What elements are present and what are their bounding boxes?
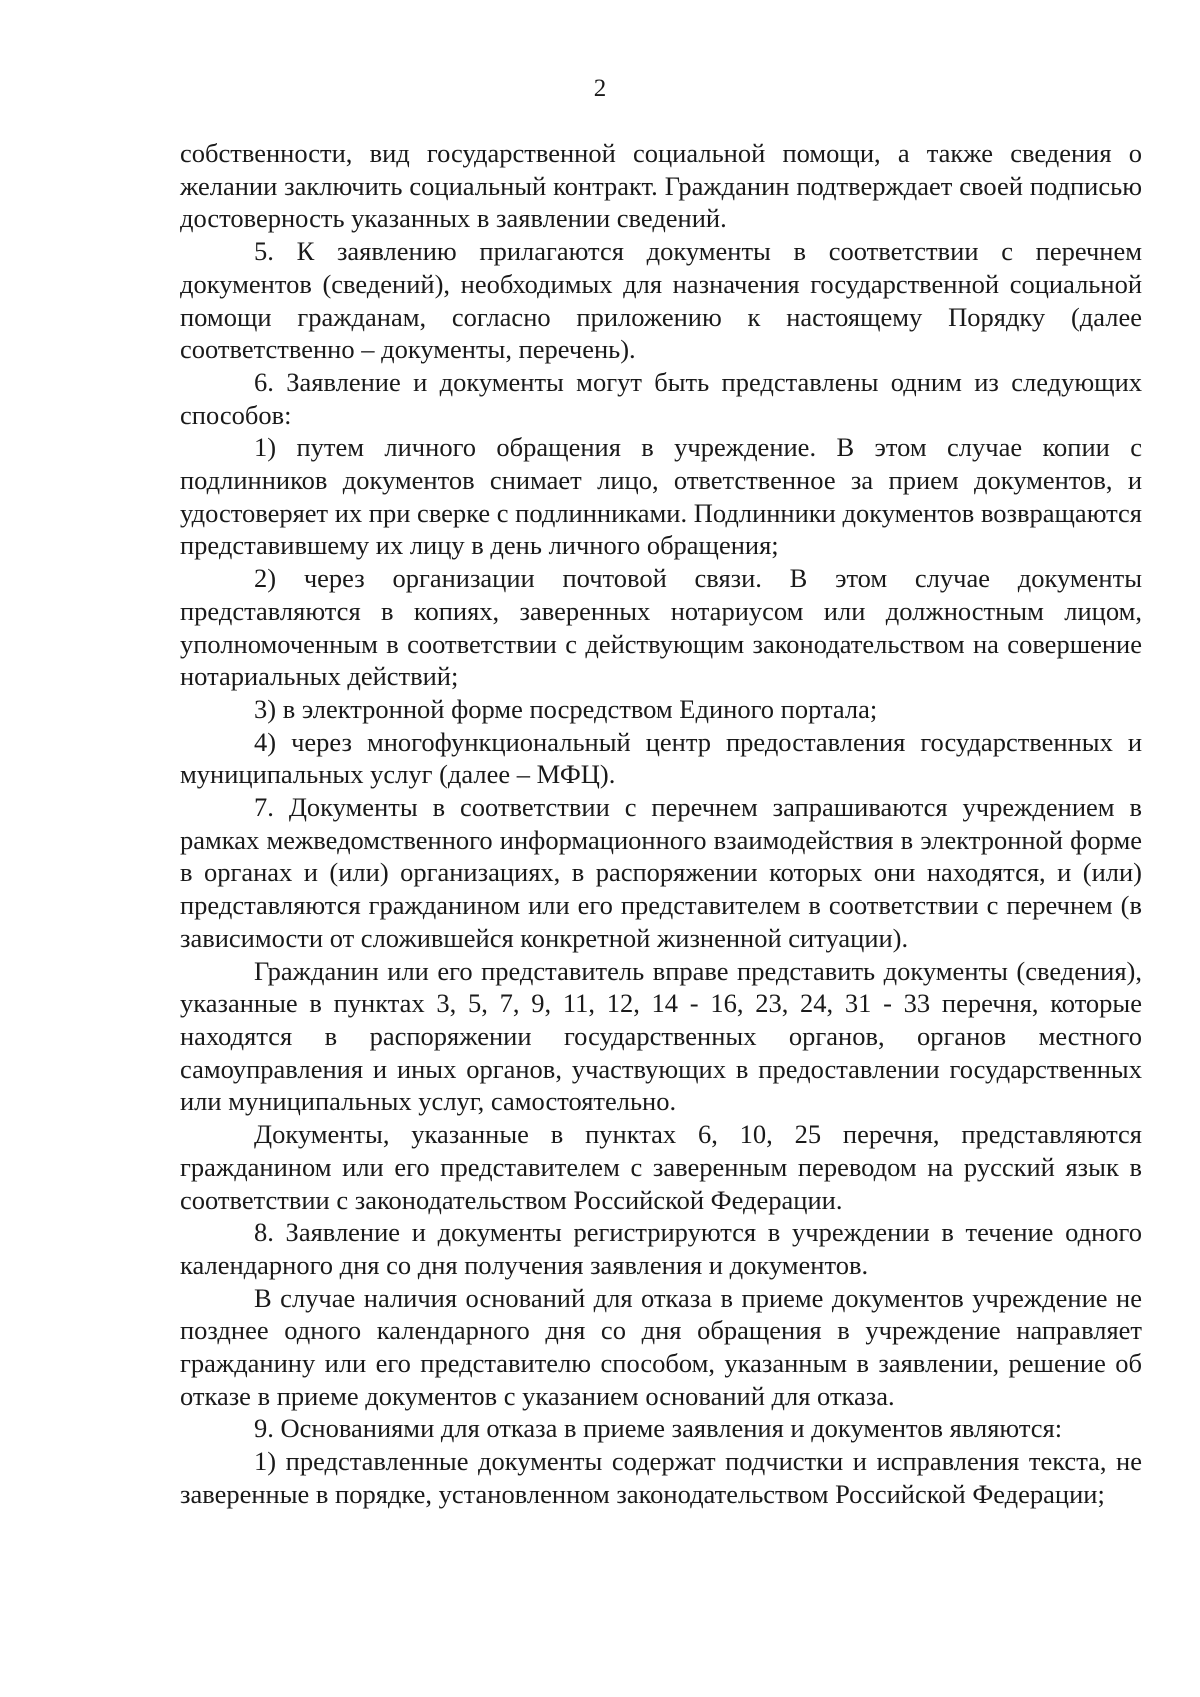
paragraph-continuation: собственности, вид государственной социальной помощи, а также сведения о желании заключить социальный контракт. Гражданин подтверждает своей подписью достоверность указанных в заявлении сведений. xyxy=(180,138,1142,234)
paragraph-item-7-translation: Документы, указанные в пунктах 6, 10, 25 перечня, представляются гражданином или его представителем с заверенным переводом на русский язык в соответствии с законодательством Российской Федерации. xyxy=(180,1119,1142,1215)
paragraph-item-8-refusal: В случае наличия оснований для отказа в приеме документов учреждение не позднее одного календарного дня со дня обращения в учреждение направляет гражданину или его представителю способом, указанным в заявлении, решение об отказе в приеме документов с указанием оснований для отказа. xyxy=(180,1282,1142,1411)
document-body xyxy=(180,137,1142,1511)
page-number: 2 xyxy=(593,75,607,102)
paragraph-subitem-6-2: 2) через организации почтовой связи. В этом случае документы представляются в копиях, заверенных нотариусом или должностным лицом, уполномоченным в соответствии с действующим законодательством на совершение нотариальных действий; xyxy=(180,563,1142,692)
paragraph-item-8: 8. Заявление и документы регистрируются в учреждении в течение одного календарного дня со дня получения заявления и документов. xyxy=(180,1217,1142,1280)
paragraph-subitem-6-1: 1) путем личного обращения в учреждение. В этом случае копии с подлинников документов снимает лицо, ответственное за прием документов, и удостоверяет их при сверке с подлинниками. Подлинники документов возвращаются представившему их лицу в день личного обращения; xyxy=(180,432,1142,561)
paragraph-item-7: 7. Документы в соответствии с перечнем запрашиваются учреждением в рамках межведомственного информационного взаимодействия в электронной форме в органах и (или) организациях, в распоряжении которых они находятся, и (или) представляются гражданином или его представителем в соответствии с перечнем (в зависимости от сложившейся конкретной жизненной ситуации). xyxy=(180,792,1142,953)
paragraph-item-7-citizen-rights: Гражданин или его представитель вправе представить документы (сведения), указанные в пунктах 3, 5, 7, 9, 11, 12, 14 - 16, 23, 24, 31 - 33 перечня, которые находятся в распоряжении государственных органов, органов местного самоуправления и иных органов, участвующих в предоставлении государственных или муниципальных услуг, самостоятельно. xyxy=(180,955,1142,1117)
paragraph-item-9: 9. Основаниями для отказа в приеме заявления и документов являются: xyxy=(254,1413,1063,1444)
paragraph-item-5: 5. К заявлению прилагаются документы в соответствии с перечнем документов (сведений), необходимых для назначения государственной социальной помощи гражданам, согласно приложению к настоящему Порядку (далее соответственно – документы, перечень). xyxy=(180,236,1142,365)
paragraph-item-6: 6. Заявление и документы могут быть представлены одним из следующих способов: xyxy=(180,366,1142,430)
paragraph-subitem-6-3: 3) в электронной форме посредством Единого портала; xyxy=(254,693,878,724)
paragraph-subitem-9-1: 1) представленные документы содержат подчистки и исправления текста, не заверенные в порядке, установленном законодательством Российской Федерации; xyxy=(180,1446,1142,1509)
paragraph-subitem-6-4: 4) через многофункциональный центр предоставления государственных и муниципальных услуг (далее – МФЦ). xyxy=(180,726,1142,790)
